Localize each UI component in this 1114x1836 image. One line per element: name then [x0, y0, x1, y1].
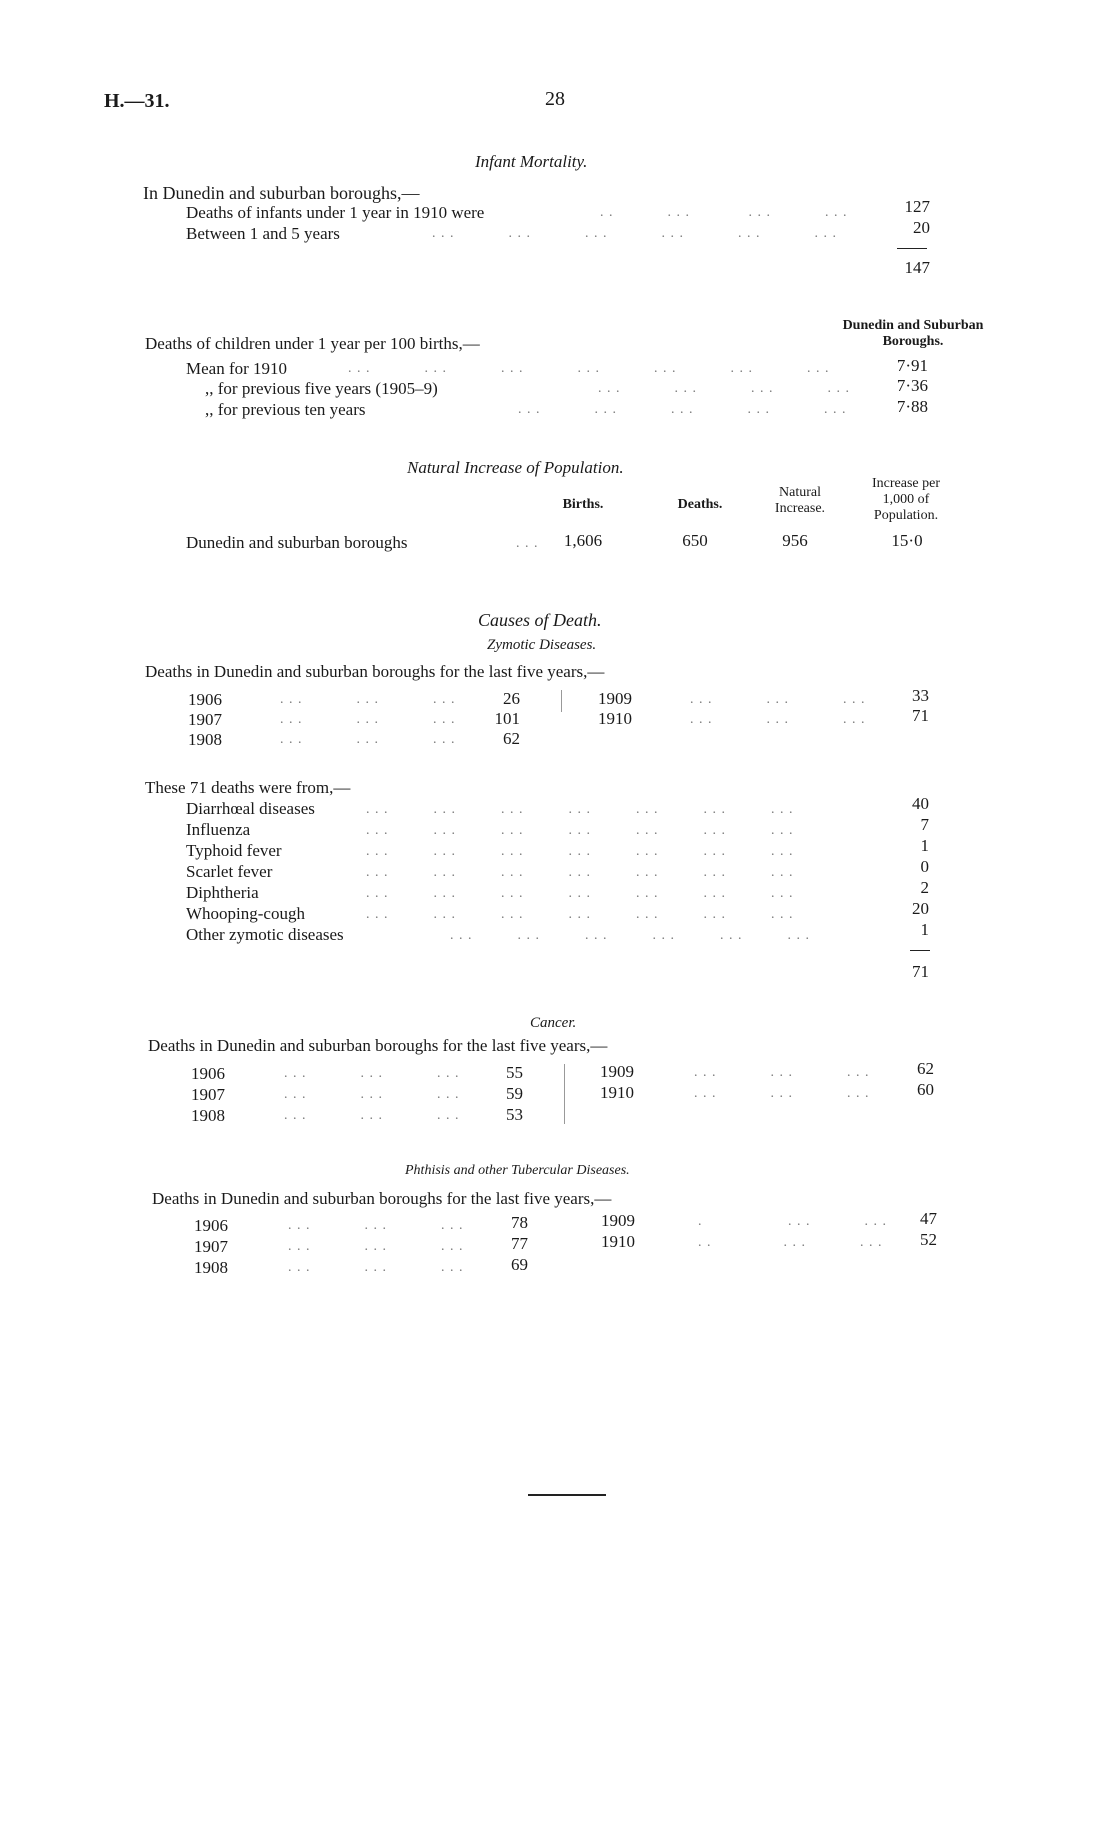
- year-label: 1908: [188, 730, 222, 749]
- cancer-intro: Deaths in Dunedin and suburban boroughs for the last five years,—: [148, 1036, 608, 1055]
- rate-column-header: Dunedin and Suburban Boroughs.: [842, 318, 984, 349]
- year-value: 62: [917, 1059, 934, 1078]
- rate-row-value: 7·91: [896, 356, 928, 375]
- phthisis-intro: Deaths in Dunedin and suburban boroughs for the last five years,—: [152, 1189, 612, 1208]
- breakdown-label: Diphtheria: [186, 883, 259, 902]
- infant-row-label: Deaths of infants under 1 year in 1910 were: [186, 203, 485, 222]
- causes-of-death-heading: Causes of Death.: [478, 610, 602, 630]
- breakdown-total: 71: [912, 962, 929, 981]
- leader-dots: . . . . . . . . .: [694, 1086, 870, 1101]
- rate-row-label: Mean for 1910: [186, 359, 288, 378]
- year-value: 69: [511, 1255, 528, 1274]
- infant-row-value: 127: [904, 197, 930, 216]
- zymotic-subheading: Zymotic Diseases.: [487, 637, 597, 653]
- leader-dots: . . . . . . . . . . . . . . . . . . . . .: [366, 907, 794, 922]
- year-label: 1909: [600, 1062, 634, 1081]
- year-value: 71: [912, 706, 929, 725]
- leader-dots: . . . . . . . . . . .: [600, 205, 848, 220]
- births-value: 1,606: [563, 531, 603, 550]
- leader-dots: . . . . . . . .: [698, 1235, 883, 1250]
- leader-dots: . . . . . . . . .: [288, 1239, 464, 1254]
- leader-dots: . . . . . . . . .: [280, 732, 456, 747]
- year-label: 1908: [194, 1258, 228, 1277]
- infant-row-label: Between 1 and 5 years: [186, 224, 340, 243]
- breakdown-label: Diarrhœal diseases: [186, 799, 315, 818]
- breakdown-label: Scarlet fever: [186, 862, 273, 881]
- year-value: 26: [503, 689, 520, 708]
- rate-row-value: 7·88: [896, 397, 928, 416]
- increase-per-1000-header: Increase per 1,000 of Population.: [871, 476, 940, 523]
- rate-row-value: 7·36: [896, 376, 928, 395]
- total-rule: [910, 950, 930, 951]
- leader-dots: . . . . . . . . .: [288, 1218, 464, 1233]
- year-label: 1907: [188, 710, 222, 729]
- infant-total: 147: [904, 258, 930, 277]
- year-value: 53: [506, 1105, 523, 1124]
- leader-dots: . . . . . . . . . . . . . . . . . . . . .: [366, 844, 794, 859]
- year-value: 60: [917, 1080, 934, 1099]
- natural-row-label: Dunedin and suburban boroughs: [186, 533, 408, 552]
- leader-dots: . . . . . . . . .: [284, 1108, 460, 1123]
- rate-row-label: ,, for previous ten years: [205, 400, 366, 419]
- year-value: 59: [506, 1084, 523, 1103]
- year-value: 101: [494, 709, 520, 728]
- infant-row-value: 20: [913, 218, 930, 237]
- leader-dots: . . . . . . . . .: [280, 712, 456, 727]
- zymotic-intro: Deaths in Dunedin and suburban boroughs for the last five years,—: [145, 662, 605, 681]
- increase-per-1000-value: 15·0: [891, 531, 923, 550]
- year-label: 1906: [188, 690, 222, 709]
- rate-intro: Deaths of children under 1 year per 100 births,—: [145, 334, 480, 353]
- breakdown-label: Whooping-cough: [186, 904, 305, 923]
- breakdown-value: 40: [912, 794, 929, 813]
- leader-dots: . . .: [516, 536, 539, 551]
- leader-dots: . . . . . . . . .: [284, 1066, 460, 1081]
- breakdown-intro: These 71 deaths were from,—: [145, 778, 351, 797]
- breakdown-value: 1: [920, 836, 929, 855]
- year-label: 1906: [191, 1064, 225, 1083]
- breakdown-value: 0: [920, 857, 929, 876]
- leader-dots: . . . . . . . . .: [690, 712, 866, 727]
- breakdown-value: 20: [912, 899, 929, 918]
- cancer-heading: Cancer.: [530, 1015, 577, 1031]
- phthisis-heading: Phthisis and other Tubercular Diseases.: [405, 1163, 630, 1178]
- leader-dots: . . . . . . . . .: [284, 1087, 460, 1102]
- leader-dots: . . . . . . . . .: [690, 692, 866, 707]
- deaths-header: Deaths.: [677, 497, 723, 512]
- natural-increase-header: Natural Increase.: [774, 485, 826, 516]
- year-label: 1907: [194, 1237, 228, 1256]
- end-rule: [528, 1494, 606, 1496]
- leader-dots: . . . . . . . . . . . . . . . . . .: [432, 226, 837, 241]
- leader-dots: . . . . . . . . . . . . . . . . . . . . .: [366, 886, 794, 901]
- year-label: 1906: [194, 1216, 228, 1235]
- column-divider: [561, 690, 562, 712]
- breakdown-label: Typhoid fever: [186, 841, 282, 860]
- year-value: 47: [920, 1209, 937, 1228]
- year-value: 62: [503, 729, 520, 748]
- leader-dots: . . . . . . .: [698, 1214, 887, 1229]
- year-label: 1909: [601, 1211, 635, 1230]
- natural-increase-value: 956: [782, 531, 808, 550]
- leader-dots: . . . . . . . . . . . . . . . . . . . . .: [348, 361, 830, 376]
- year-value: 77: [511, 1234, 528, 1253]
- leader-dots: . . . . . . . . .: [280, 692, 456, 707]
- births-header: Births.: [562, 497, 604, 512]
- leader-dots: . . . . . . . . . . . .: [598, 381, 850, 396]
- infant-mortality-heading: Infant Mortality.: [475, 152, 588, 171]
- breakdown-label: Other zymotic diseases: [186, 925, 344, 944]
- leader-dots: . . . . . . . . . . . . . . .: [518, 402, 847, 417]
- year-label: 1910: [598, 709, 632, 728]
- leader-dots: . . . . . . . . .: [694, 1065, 870, 1080]
- year-label: 1907: [191, 1085, 225, 1104]
- page-number: 28: [545, 88, 565, 110]
- year-value: 52: [920, 1230, 937, 1249]
- breakdown-value: 7: [920, 815, 929, 834]
- breakdown-label: Influenza: [186, 820, 251, 839]
- total-rule: [897, 248, 927, 249]
- leader-dots: . . . . . . . . . . . . . . . . . . . . .: [366, 802, 794, 817]
- breakdown-value: 1: [920, 920, 929, 939]
- rate-row-label: ,, for previous five years (1905–9): [205, 379, 438, 398]
- deaths-value: 650: [682, 531, 708, 550]
- column-divider: [564, 1064, 565, 1124]
- year-value: 55: [506, 1063, 523, 1082]
- leader-dots: . . . . . . . . .: [288, 1260, 464, 1275]
- year-label: 1908: [191, 1106, 225, 1125]
- natural-increase-heading: Natural Increase of Population.: [407, 458, 624, 477]
- leader-dots: . . . . . . . . . . . . . . . . . .: [450, 928, 810, 943]
- document-reference: H.—31.: [104, 90, 170, 112]
- year-value: 78: [511, 1213, 528, 1232]
- breakdown-value: 2: [920, 878, 929, 897]
- year-label: 1909: [598, 689, 632, 708]
- infant-intro: In Dunedin and suburban boroughs,—: [143, 183, 420, 203]
- year-label: 1910: [601, 1232, 635, 1251]
- leader-dots: . . . . . . . . . . . . . . . . . . . . .: [366, 865, 794, 880]
- year-label: 1910: [600, 1083, 634, 1102]
- leader-dots: . . . . . . . . . . . . . . . . . . . . .: [366, 823, 794, 838]
- year-value: 33: [912, 686, 929, 705]
